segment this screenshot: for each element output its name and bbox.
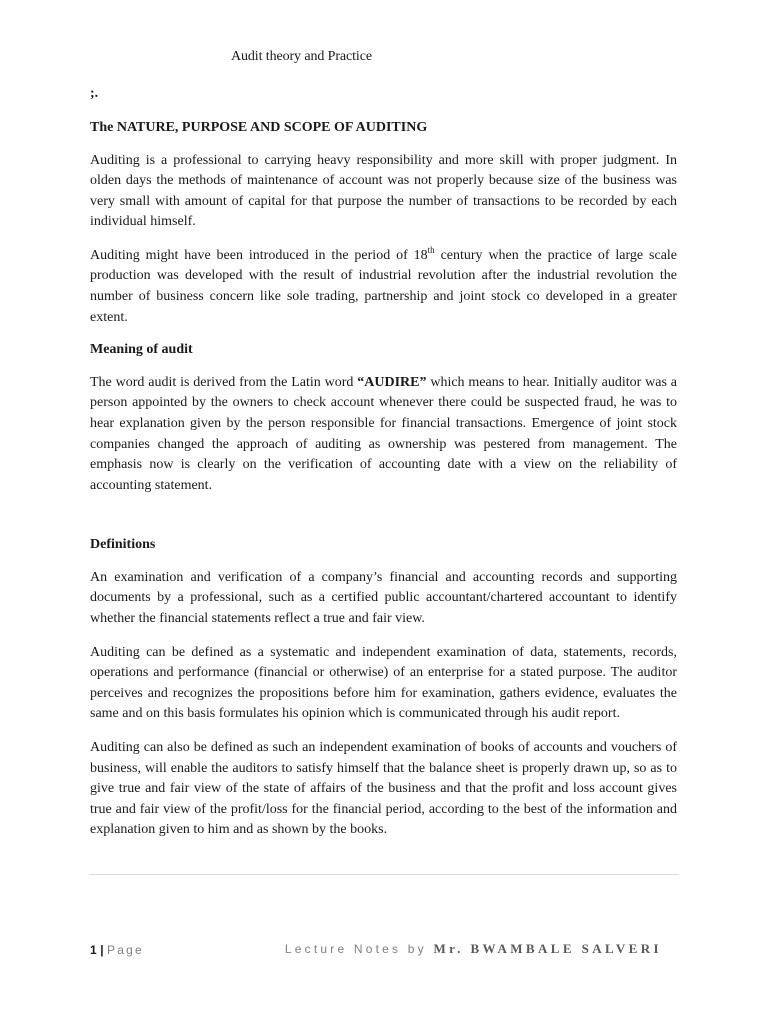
author-name: Mr. BWAMBALE SALVERI [433,941,662,956]
document-body [90,118,677,841]
paragraph-meaning [90,373,677,497]
footer-divider [90,874,678,875]
page-number-footer [90,943,144,957]
lecture-label: Lecture Notes by [284,942,427,956]
page-label: Page [107,943,144,957]
paragraph-introduction-end: century when the practice of large scale production was developed with the result of industrial revolution after the industrial revolution the number of business concern like sole trading, partnership and joint stock co developed in a greater extent. [90,247,678,325]
paragraph-meaning-end: which means to hear. Initially auditor was a person appointed by the owners to check account whenever there could be suspected fraud, he was to hear explanation given by the person responsible for financial transactions. Emergence of joint stock companies changed the approach of auditing as ownership was pestered from management. The emphasis now is clearly on the verification of accounting date with a view on the reliability of accounting statement. [90,374,678,493]
paragraph-introduction [90,246,677,328]
main-heading: The NATURE, PURPOSE AND SCOPE OF AUDITING [90,120,428,135]
definitions-heading: Definitions [90,537,156,553]
paragraph-definition-3: Auditing can also be defined as such an independent examination of books of accounts and vouchers of business, will enable the auditors to satisfy himself that the balance sheet is properly drawn up, so as to give true and fair view of the state of affairs of the business and that the profit and loss account gives true and fair view of the profit/loss for the financial period, according to the best of the information and explanation given to him and as shown by the books. [90,739,677,838]
page-separator: | [100,943,106,957]
stray-mark: ;. [90,86,99,101]
paragraph-definition-2: Auditing can be defined as a systematic and independent examination of data, statements, records, operations and performance (financial or otherwise) of an enterprise for a stated purpose. The auditor perceives and recognizes the propositions before him for examination, gathers evidence, evaluates the same and on this basis formulates his opinion which is communicated through his audit report. [90,644,677,722]
audire-term: “AUDIRE” [357,374,427,390]
paragraph-introduction-start: Auditing might have been introduced in the period of 18 [90,247,428,263]
paragraph-definition-1: An examination and verification of a company’s financial and accounting records and supporting documents by a professional, such as a certified public accountant/chartered accountant to identify whether the financial statements reflect a true and fair view. [90,569,677,626]
paragraph-history: Auditing is a professional to carrying heavy responsibility and more skill with proper judgment. In olden days the methods of maintenance of account was not properly because size of the business was very small with amount of capital for that purpose the number of transactions to be recorded by each individual himself. [90,152,677,230]
document-title: Audit theory and Practice [231,49,372,64]
superscript-th: th [427,244,435,255]
paragraph-meaning-start: The word audit is derived from the Latin word [90,374,358,390]
lecture-notes-footer [285,941,662,957]
meaning-heading: Meaning of audit [90,342,193,358]
page-number: 1 [90,943,99,957]
